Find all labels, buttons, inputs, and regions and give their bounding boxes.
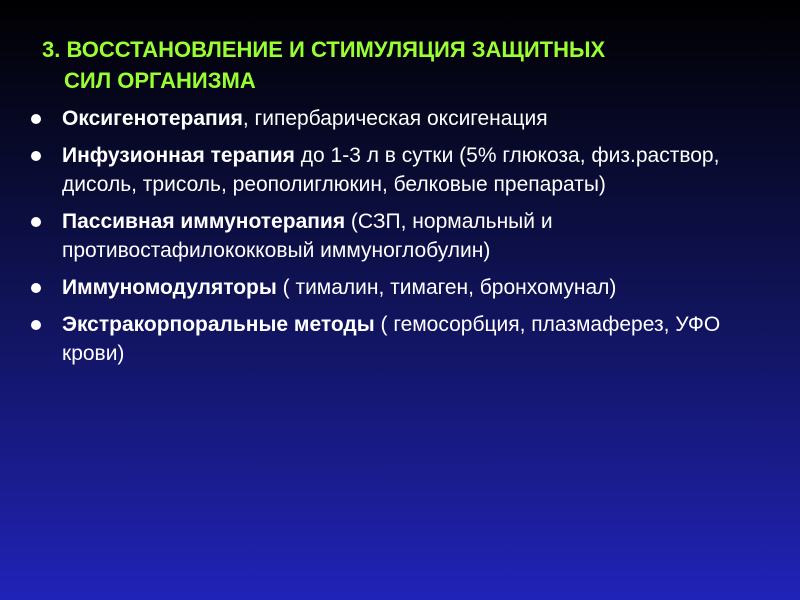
bullet-dot-icon	[31, 320, 41, 330]
bullet-item-immunomodulators	[0, 273, 800, 302]
bullet-dot-icon	[31, 114, 41, 124]
bullet-item-oxygen-therapy	[0, 104, 800, 133]
bullet-dot-icon	[31, 151, 41, 161]
bullet-item-infusion-therapy	[0, 141, 800, 199]
bullet-list	[0, 104, 800, 376]
bullet-item-passive-immunotherapy	[0, 207, 800, 265]
bullet-dot-icon	[31, 283, 41, 293]
bullet-term: Экстракорпоральные методы	[62, 313, 375, 336]
bullet-text: до 1-3 л в сутки (5% глюкоза, физ.раствор, дисоль, трисоль, реополиглюкин, белковые препараты)	[62, 144, 720, 196]
bullet-item-extracorporeal-methods	[0, 310, 800, 368]
bullet-text: ( гемосорбция, плазмаферез, УФО крови)	[62, 313, 721, 365]
bullet-term: Пассивная иммунотерапия	[62, 210, 346, 233]
bullet-dot-icon	[31, 217, 41, 227]
bullet-text: ( тималин, тимаген, бронхомунал)	[276, 276, 617, 299]
bullet-term: Инфузионная терапия	[62, 144, 295, 167]
slide-title-line1: 3. ВОССТАНОВЛЕНИЕ И СТИМУЛЯЦИЯ ЗАЩИТНЫХ	[42, 37, 606, 62]
slide-title-line2: СИЛ ОРГАНИЗМА	[64, 68, 256, 93]
bullet-text: , гипербарическая оксигенация	[242, 107, 548, 130]
bullet-text: (СЗП, нормальный и противостафилококковый иммуноглобулин)	[62, 210, 553, 262]
slide-title	[42, 34, 762, 96]
bullet-term: Оксигенотерапия	[62, 107, 243, 130]
bullet-term: Иммуномодуляторы	[62, 276, 277, 299]
